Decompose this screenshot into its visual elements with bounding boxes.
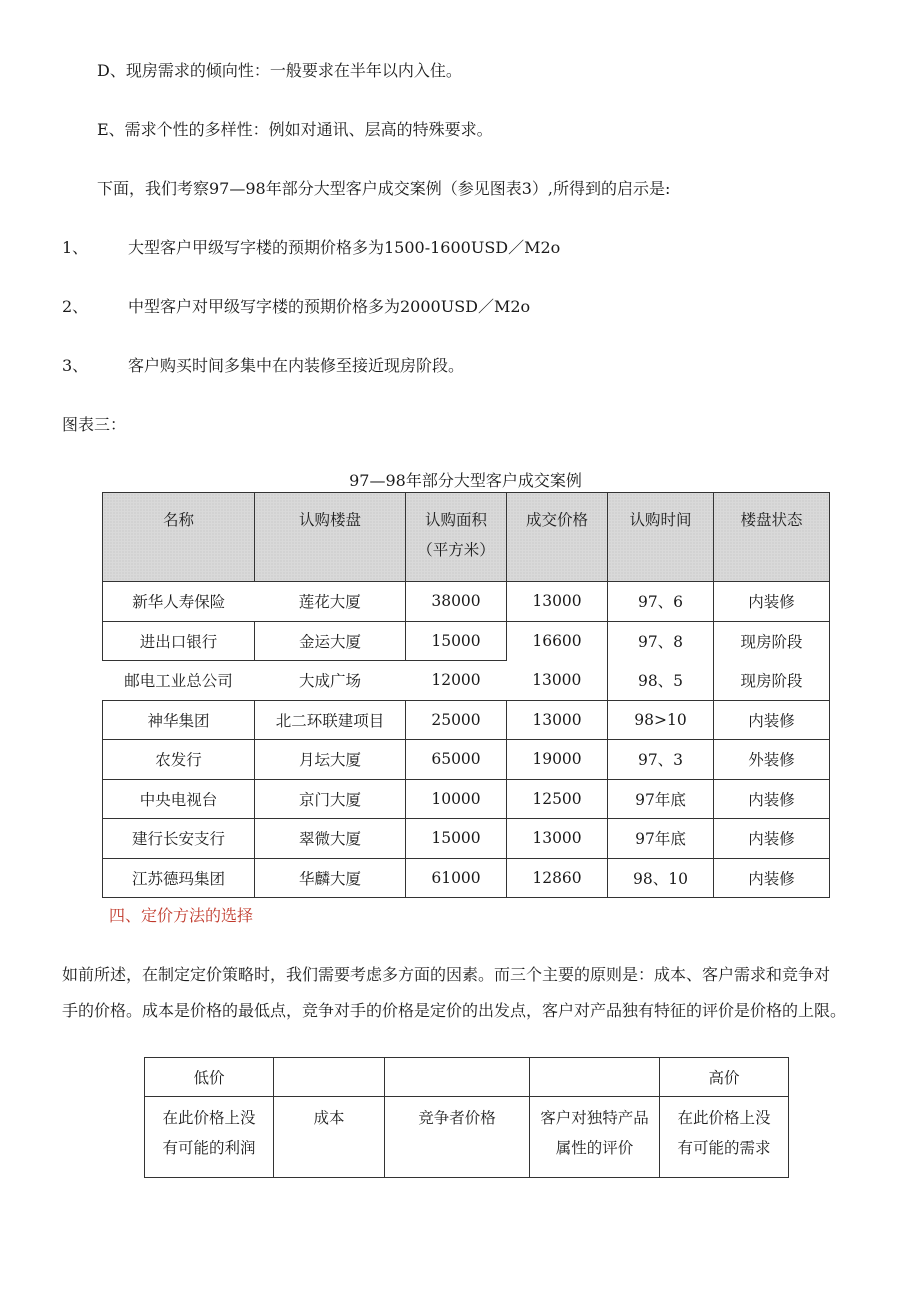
cell-area: 65000 [406, 740, 507, 780]
cell-status: 内装修 [714, 819, 830, 859]
cell-name: 新华人寿保险 [103, 582, 255, 622]
cell-building: 京门大厦 [255, 779, 406, 819]
table-row [103, 700, 830, 740]
table-row [103, 819, 830, 859]
chart-label: 图表三： [62, 415, 127, 434]
cell-name: 农发行 [103, 740, 255, 780]
cell-building: 莲花大厦 [298, 593, 361, 612]
deal-cases-table [102, 492, 830, 898]
cell-status: 现房阶段 [714, 661, 830, 701]
header-status: 楼盘状态 [714, 493, 830, 582]
cell-building: 华麟大厦 [255, 858, 406, 898]
cell-time: 97、3 [608, 740, 714, 780]
table-header-row [103, 493, 830, 582]
cost-cell: 成本 [274, 1097, 385, 1178]
no-demand-cell: 在此价格上没 有可能的需求 [660, 1097, 789, 1178]
cell-area: 12000 [406, 661, 507, 701]
cell-building: 金运大厦 [255, 621, 406, 661]
cell-time: 97、6 [608, 582, 714, 622]
table-row [103, 661, 830, 701]
header-name: 名称 [103, 493, 255, 582]
cell-building: 月坛大厦 [255, 740, 406, 780]
cell-time: 97年底 [608, 819, 714, 859]
cell-status: 内装修 [714, 858, 830, 898]
paragraph-d: D、现房需求的倾向性：一般要求在半年以内入住。 [97, 61, 462, 80]
cell-building: 北二环联建项目 [255, 700, 406, 740]
cell-name: 神华集团 [103, 700, 255, 740]
header-area: 认购面积 （平方米） [406, 493, 507, 582]
cell-time: 97年底 [608, 779, 714, 819]
section-heading: 四、定价方法的选择 [109, 906, 254, 925]
cell-area: 15000 [406, 621, 507, 661]
table-row [103, 858, 830, 898]
cell-price: 16600 [507, 621, 608, 661]
empty-cell [385, 1058, 530, 1097]
cell-price: 19000 [507, 740, 608, 780]
finding-2-text: 中型客户对甲级写字楼的预期价格多为2000USD／M2o [128, 297, 531, 316]
pricing-detail-row [145, 1097, 789, 1178]
header-time: 认购时间 [608, 493, 714, 582]
cell-status: 现房阶段 [714, 621, 830, 661]
cell-area: 38000 [406, 582, 507, 622]
paragraph-intro: 下面，我们考察97—98年部分大型客户成交案例（参见图表3）,所得到的启示是: [97, 179, 671, 198]
cell-area: 61000 [406, 858, 507, 898]
table-row [103, 582, 830, 622]
finding-2-number: 2、 [62, 297, 89, 316]
low-price-label: 低价 [145, 1058, 274, 1097]
cell-name: 中央电视台 [103, 779, 255, 819]
cell-price: 13000 [507, 661, 608, 701]
finding-1-number: 1、 [62, 238, 89, 257]
cell-price: 13000 [507, 700, 608, 740]
cell-name: 进出口银行 [103, 621, 255, 661]
header-price: 成交价格 [507, 493, 608, 582]
pricing-header-row [145, 1058, 789, 1097]
no-profit-cell: 在此价格上没 有可能的利润 [145, 1097, 274, 1178]
cell-time: 97、8 [608, 621, 714, 661]
cell-status: 外装修 [714, 740, 830, 780]
cell-price: 13000 [507, 582, 608, 622]
table-title: 97—98年部分大型客户成交案例 [349, 471, 582, 490]
cell-area: 15000 [406, 819, 507, 859]
cell-status: 内装修 [714, 582, 830, 622]
cell-price: 13000 [507, 819, 608, 859]
cell-area: 10000 [406, 779, 507, 819]
cell-building: 翠微大厦 [255, 819, 406, 859]
paragraph-e: E、需求个性的多样性：例如对通讯、层高的特殊要求。 [97, 120, 493, 139]
finding-1-text: 大型客户甲级写字楼的预期价格多为1500-1600USD／M2o [128, 238, 561, 257]
high-price-label: 高价 [660, 1058, 789, 1097]
cell-area: 25000 [406, 700, 507, 740]
finding-3-number: 3、 [62, 356, 89, 375]
body-text-line-1: 如前所述，在制定定价策略时，我们需要考虑多方面的因素。而三个主要的原则是：成本、客户需求和竞争对 [62, 965, 831, 984]
finding-3-text: 客户购买时间多集中在内装修至接近现房阶段。 [128, 356, 465, 375]
table-row [103, 621, 830, 661]
cell-time: 98、5 [608, 661, 714, 701]
competitor-price-cell: 竞争者价格 [385, 1097, 530, 1178]
cell-price: 12500 [507, 779, 608, 819]
cell-status: 内装修 [714, 779, 830, 819]
empty-cell [530, 1058, 660, 1097]
header-building: 认购楼盘 [255, 493, 406, 582]
pricing-range-table [144, 1057, 789, 1178]
cell-name: 邮电工业总公司 [103, 661, 255, 701]
customer-valuation-cell: 客户对独特产品 属性的评价 [530, 1097, 660, 1178]
cell-building: 大成广场 [255, 661, 406, 701]
body-text-line-2: 手的价格。成本是价格的最低点，竞争对手的价格是定价的出发点，客户对产品独有特征的评价是价格的上限。 [62, 1001, 847, 1020]
table-row [103, 779, 830, 819]
cell-name: 江苏德玛集团 [103, 858, 255, 898]
table-row [103, 740, 830, 780]
cell-time: 98>10 [608, 700, 714, 740]
cell-time: 98、10 [608, 858, 714, 898]
cell-price: 12860 [507, 858, 608, 898]
cell-status: 内装修 [714, 700, 830, 740]
cell-name: 建行长安支行 [103, 819, 255, 859]
empty-cell [274, 1058, 385, 1097]
